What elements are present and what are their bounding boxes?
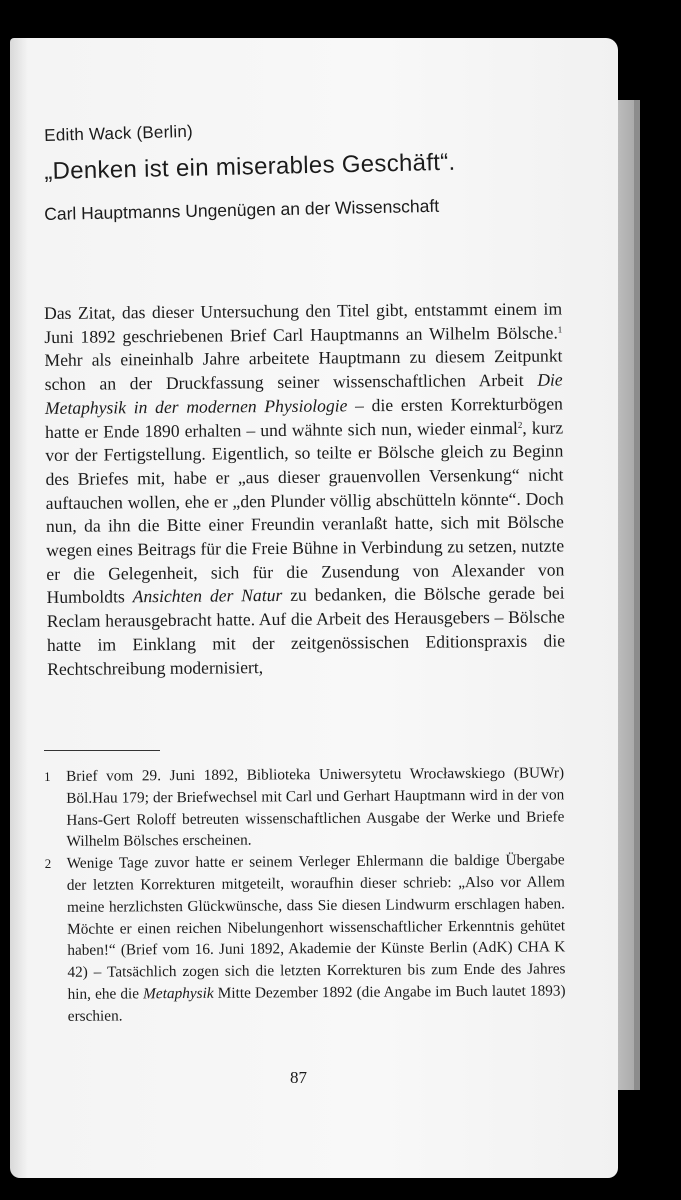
footnote xyxy=(44,762,565,853)
footnote-ref: 1 xyxy=(557,324,563,335)
work-title: Metaphysik xyxy=(143,984,214,1003)
footnotes xyxy=(44,762,566,1027)
footnote-number: 1 xyxy=(44,768,51,784)
body-text-segment: Das Zitat, das dieser Untersuchung den Titel gibt, entstammt einem im Juni 1892 geschriebenen Brief Carl Hauptmanns an Wilhelm Bölsche. xyxy=(44,298,563,347)
footnote-text: Mitte Dezember 1892 (die Angabe im Buch lautet 1893) erschien. xyxy=(67,982,566,1025)
chapter-subtitle: Carl Hauptmanns Ungenügen an der Wissenschaft xyxy=(44,195,440,224)
footnote-number: 2 xyxy=(44,856,52,872)
footnote-ref: 2 xyxy=(517,419,523,430)
book-page xyxy=(10,38,618,1178)
footnote xyxy=(45,850,566,1028)
book-edge-shadow xyxy=(634,100,640,1090)
footnote-text: Brief vom 29. Juni 1892, Biblioteka Uniwersytetu Wrocławskiego (BUWr) Böl.Hau 179; der Briefwechsel mit Carl und Gerhart Hauptmann wird in der von Hans-Gert Roloff betreuten wissenschaftlichen Ausgabe der Werke und Briefe Wilhelm Bölsches erscheinen. xyxy=(66,764,565,851)
body-text-segment: zu bedanken, die Bölsche gerade bei Reclam herausgebracht hatte. Auf die Arbeit des Herausgebers – Bölsche hatte im Einklang mit der zeitgenössischen Editionspraxis die Rechtschreibung modernisiert, xyxy=(46,582,566,679)
chapter-title: „Denken ist ein miserables Geschäft“. xyxy=(44,148,456,185)
author-line: Edith Wack (Berlin) xyxy=(44,121,194,145)
footnote-separator xyxy=(44,750,160,751)
work-title: Ansichten der Natur xyxy=(132,585,283,607)
work-title: Die Metaphysik in der modernen Physiologie xyxy=(44,369,563,418)
body-text-segment: Mehr als eineinhalb Jahre arbeitete Hauptmann zu diesem Zeitpunkt schon an der Druckfassung seiner wissenschaftlichen Arbeit xyxy=(44,345,563,395)
body-text-segment: – die ersten Korrekturbögen hatte er Ende 1890 erhalten – und wähnte sich nun, wieder einmal xyxy=(45,393,564,442)
body-paragraph xyxy=(44,297,565,681)
page-number: 87 xyxy=(290,1068,307,1087)
body-text-segment: , kurz vor der Fertigstellung. Eigentlich, so teilte er Bölsche gleich zu Beginn des Briefes mit, habe er „aus dieser grauenvollen Versenkung“ nicht auftauchen wollen, ehe er „den Plunder völlig abschütteln könnte“. Doch nun, da ihn die Bitte einer Freundin veranlaßt hatte, sich mit Bölsche wegen eines Beitrags für die Freie Bühne in Verbindung zu setzen, nutzte er die Gelegenheit, sich für die Zusendung von Alexander von Humboldts xyxy=(45,416,565,608)
footnote-text: Wenige Tage zuvor hatte er seinem Verleger Ehlermann die baldige Übergabe der letzten Korrekturen mitgeteilt, woraufhin dieser schrieb: „Also vor Allem meine herzlichsten Glückwünsche, dass Sie diesen Lindwurm erschlagen haben. Möchte er einen reichen Nibelungenhort wissenschaftlicher Erkenntnis gehütet haben!“ (Brief vom 16. Juni 1892, Akademie der Künste Berlin (AdK) CHA K 42) – Tatsächlich zogen sich die letzten Korrekturen bis zum Ende des Jahres hin, ehe die xyxy=(66,851,566,1003)
